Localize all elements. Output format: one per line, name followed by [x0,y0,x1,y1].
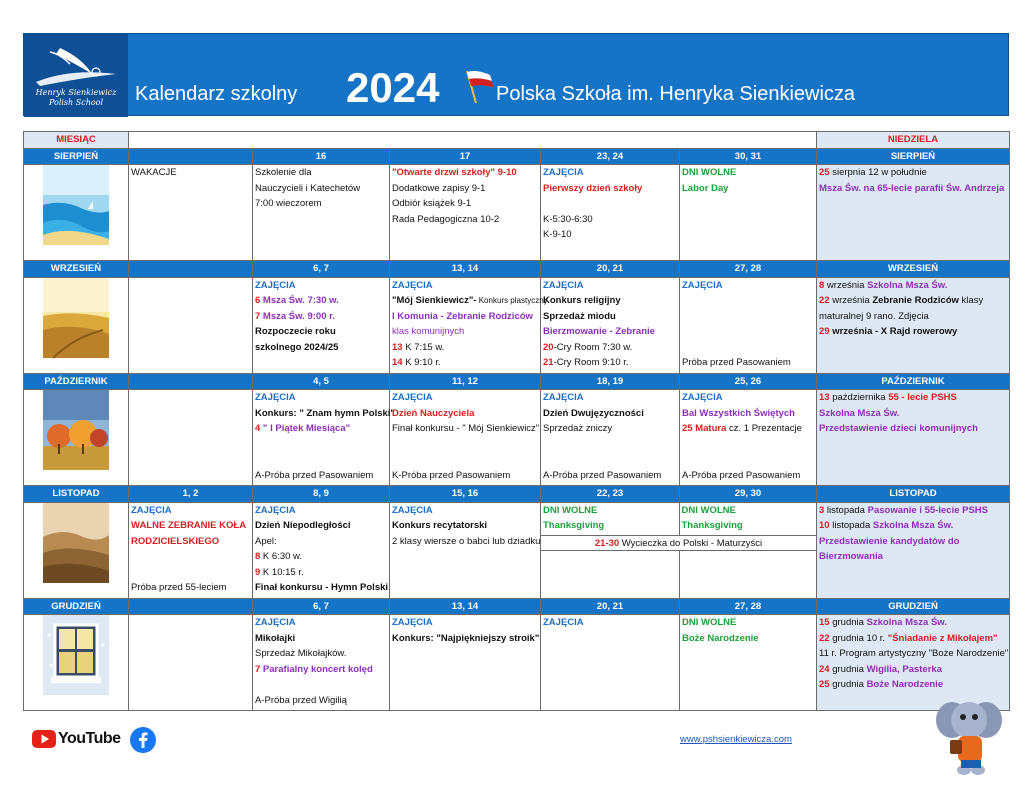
calendar-title: Kalendarz szkolny [135,83,298,105]
sunday-date: 24 [819,663,830,675]
event-text: Konkurs: " Znam hymn Polski" [255,407,395,419]
header-banner [23,33,1009,116]
event-cell [390,165,541,261]
sunday-text: Zebranie Rodziców [872,295,959,306]
date-cell-blank [129,261,253,278]
event-text: Sprzedaż zniczy [543,423,613,434]
month-row-body [24,390,1010,486]
month-row-header [24,598,1010,615]
event-date: 7 [255,310,261,322]
date-cell: 22, 23 [541,486,680,503]
event-cell [680,277,817,373]
event-text: K-5:30-6:30 [543,213,593,225]
event-text: ZAJĘCIA [131,504,172,516]
event-text: DNI WOLNE [682,617,737,628]
event-date: 20 [543,341,554,353]
event-text: K 9:10 r. [402,357,441,368]
event-text: Msza Św. 9:00 r. [260,310,335,322]
month-row-header [24,373,1010,390]
event-cell [541,277,680,373]
thanksgiving-cell [541,502,817,598]
school-logo [24,34,128,117]
date-cell: 6, 7 [253,261,390,278]
youtube-link[interactable]: YouTube [58,730,121,747]
event-text: ZAJĘCIA [682,279,723,291]
event-text: klas komunijnych [392,326,465,337]
month-row-body [24,165,1010,261]
event-date: 6 [255,295,261,306]
month-row-body [24,502,1010,598]
event-text: Konkurs recytatorski [392,520,488,531]
month-illustration [24,390,129,486]
month-row-header [24,148,1010,165]
sunday-column-header: NIEDZIELA [817,132,1010,149]
date-cell: 18, 19 [541,373,680,390]
event-text: ZAJĘCIA [392,392,433,403]
quill-logo-icon [30,42,122,88]
event-cell [680,615,817,711]
date-cell: 29, 30 [680,486,817,503]
month-row-header [24,486,1010,503]
sunday-date: 15 [819,617,830,628]
event-cell [253,165,390,261]
event-text: " I Piątek Miesiąca" [260,423,351,434]
event-text: K 10:15 r. [260,566,304,578]
event-text: cz. 1 [726,423,752,434]
table-header-row [24,132,1010,149]
sunday-date: 3 [819,504,825,516]
sunday-text: listopada [824,504,868,516]
sunday-text: Pasowanie i 55-lecie PSHS [867,504,989,516]
date-cell: 25, 26 [680,373,817,390]
month-label-sunday: LISTOPAD [817,486,1010,503]
event-text: Msza Św. 7:30 w. [260,295,339,306]
month-illustration [24,502,129,598]
event-date: 14 [392,357,403,368]
sunday-date: 25 [819,167,830,178]
sunday-text: Szkolna Msza Św. [819,407,900,419]
trip-text: Wycieczka do Polski - Maturzyści [619,537,763,549]
event-text: Bierzmowanie - Zebranie [543,326,655,337]
date-cell: 27, 28 [680,261,817,278]
event-text: ZAJĘCIA [255,617,296,628]
website-link[interactable]: www.pshsienkiewicza.com [680,734,792,745]
event-text: Bal Wszystkich Świętych [682,407,795,419]
sunday-text: Szkolna Msza Św. [866,617,947,628]
event-text: "Otwarte drzwi szkoły" 9-10 [392,167,517,178]
sunday-text: grudnia [829,617,867,628]
autumn-trees-image-icon [43,390,109,470]
event-text: K-Próba przed Pasowaniem [392,469,511,481]
sunday-date: 29 [819,326,830,337]
sunday-text: września [829,295,873,306]
event-cell [129,502,253,598]
sunday-text: października [829,392,889,403]
event-date: 21 [543,357,554,368]
winter-window-image-icon [43,615,109,695]
event-text: A-Próba przed Pasowaniem [255,469,374,481]
sunday-text: Boże Narodzenie [866,679,944,690]
field-image-icon [43,278,109,358]
event-text: ZAJĘCIA [255,504,296,516]
event-text: ZAJĘCIA [392,504,433,516]
event-date: 9 [255,566,261,578]
event-text: WALNE ZEBRANIE KOŁA [131,520,247,531]
date-cell: 20, 21 [541,261,680,278]
month-row-header [24,261,1010,278]
cell-vacation [129,165,253,261]
event-text: A-Próba przed Pasowaniem [682,469,801,481]
event-text: Dzień Niepodległości [255,520,351,531]
date-cell-blank [129,373,253,390]
month-row-body [24,277,1010,373]
month-illustration [24,277,129,373]
event-text: Labor Day [682,182,729,194]
event-text: 25 Matura [682,423,727,434]
sunday-text: grudnia 10 r. [829,632,888,644]
event-text: Thanksgiving [543,520,605,531]
month-label: PAŹDZIERNIK [24,373,129,390]
month-label-sunday: WRZESIEŃ [817,261,1010,278]
dunes-image-icon [43,503,109,583]
event-text: Finał konkursu - " Mój Sienkiewicz" [392,423,540,434]
event-text: Mikołajki [255,632,296,644]
sunday-text: września [824,279,868,291]
event-cell [390,277,548,373]
event-text: Finał konkursu - Hymn Polski [255,582,389,593]
event-text: ZAJĘCIA [392,617,433,628]
sunday-date: 22 [819,295,830,306]
date-cell: 23, 24 [541,148,680,165]
date-cell: 8, 9 [253,486,390,503]
event-text: Prezentacje [751,423,802,434]
sunday-text: sierpnia 12 w południe [829,167,927,178]
event-text: Konkurs: "Najpiękniejszy stroik" [392,632,540,644]
sunday-date: 13 [819,392,830,403]
event-text: K 7:15 w. [402,341,445,353]
event-text: Próba przed 55-leciem [131,582,227,593]
logo-line1: Henryk Sienkiewicz [35,88,117,97]
trip-dates: 21-30 [594,537,620,549]
event-text: A-Próba przed Pasowaniem [543,469,662,481]
month-label-sunday: SIERPIEŃ [817,148,1010,165]
event-cell [541,165,680,261]
date-cell: 15, 16 [390,486,541,503]
event-cell [390,502,541,598]
sunday-date: 8 [819,279,825,291]
event-cell [680,165,817,261]
date-cell: 30, 31 [680,148,817,165]
header-spacer [129,132,817,149]
event-text: -Cry Room 7:30 w. [553,341,633,353]
event-text: K-9-10 [543,229,572,240]
event-text: Rada Pedagogiczna 10-2 [392,213,500,225]
event-text: Dodatkowe zapisy 9-1 [392,182,486,194]
event-text: Dzień Dwujęzyczności [543,407,644,419]
date-cell: 11, 12 [390,373,541,390]
event-text: RODZICIELSKIEGO [131,535,220,547]
date-cell: 13, 14 [390,598,541,615]
event-text: ZAJĘCIA [543,279,584,291]
event-text: Rozpoczecie roku [255,326,336,337]
month-label: GRUDZIEŃ [24,598,129,615]
spacer [543,196,677,212]
month-label: SIERPIEŃ [24,148,129,165]
event-text: 2 klasy wiersze o babci lub dziadku [392,535,541,547]
event-text: ZAJĘCIA [392,279,433,291]
beach-image-icon [43,165,109,245]
event-date: 8 [255,551,261,562]
sunday-text: "Śniadanie z Mikołajem" [887,632,998,644]
event-text: "Mój Sienkiewicz"- [392,295,477,306]
event-text: ZAJĘCIA [543,392,584,403]
date-cell: 1, 2 [129,486,253,503]
event-cell [253,615,390,711]
event-text: Konkurs religijny [543,295,621,306]
event-date: 13 [392,341,403,353]
event-text: Nauczycieli i Katechetów [255,182,361,194]
vacation-note: WAKACJE [131,167,177,178]
month-illustration [24,615,129,711]
sunday-text: grudnia [829,663,867,675]
sunday-text: Przedstawienie kandydatów do [819,535,960,547]
event-text: ZAJĘCIA [255,392,296,403]
event-text: Boże Narodzenie [682,632,759,644]
sunday-text: 11 r. Program artystyczny "Boże Narodzenie" [819,648,1009,659]
date-cell: 4, 5 [253,373,390,390]
event-cell [253,502,390,598]
event-cell [541,615,680,711]
sunday-text: Bierzmowania [819,551,883,562]
sunday-text: Msza Św. na 65-lecie parafii Św. Andrzeja [819,182,1005,194]
event-text: Szkolenie dla [255,167,312,178]
event-text: 7:00 wieczorem [255,198,322,209]
facebook-icon[interactable] [130,727,156,753]
date-cell: 20, 21 [541,598,680,615]
event-date: 7 [255,663,261,675]
sunday-date: 22 [819,632,830,644]
sunday-cell [817,390,1010,486]
event-text: DNI WOLNE [543,504,598,516]
date-cell-blank [129,148,253,165]
event-cell [541,390,680,486]
sunday-text: Wigilia, Pasterka [866,663,942,675]
date-cell: 17 [390,148,541,165]
date-cell: 16 [253,148,390,165]
sunday-date: 25 [819,679,830,690]
event-text: Próba przed Pasowaniem [682,357,791,368]
sunday-text: września - X Rajd rowerowy [829,326,958,337]
sunday-text: Szkolna Msza Św. [872,520,954,531]
month-illustration [24,165,129,261]
event-text: Parafialny koncert kolęd [260,663,373,675]
date-cell: 13, 14 [390,261,541,278]
event-text: -Cry Room 9:10 r. [553,357,629,368]
event-text: ZAJĘCIA [543,167,584,178]
event-text: ZAJĘCIA [255,279,296,291]
event-date: 4 [255,423,261,434]
event-text: Apel: [255,535,277,547]
sunday-cell [817,277,1010,373]
event-text: DNI WOLNE [682,167,737,178]
sunday-text: Szkolna Msza Św. [867,279,948,291]
month-label-sunday: GRUDZIEŃ [817,598,1010,615]
event-text: Odbiór książek 9-1 [392,198,472,209]
sunday-text: maturalnej 9 rano. Zdjęcia [819,310,929,322]
sunday-text: klasy [958,295,984,306]
school-name: Polska Szkoła im. Henryka Sienkiewicza [496,83,856,105]
youtube-icon[interactable] [32,730,56,748]
date-cell-blank [129,598,253,615]
event-text: ZAJĘCIA [682,392,723,403]
date-cell: 6, 7 [253,598,390,615]
date-cell: 27, 28 [680,598,817,615]
event-text: K 6:30 w. [260,551,303,562]
event-text: Thanksgiving [681,520,743,531]
month-column-header: MIESIĄC [24,132,129,149]
event-text: I Komunia - Zebranie Rodziców [392,310,533,322]
calendar-table [23,131,1010,711]
event-cell [390,390,541,486]
sunday-text: listopada [829,520,873,531]
event-text: Pierwszy dzień szkoły [543,182,643,194]
month-label-sunday: PAŹDZIERNIK [817,373,1010,390]
month-label: LISTOPAD [24,486,129,503]
empty-cell [129,615,253,711]
logo-line2: Polish School [48,98,104,107]
event-text: Sprzedaż Mikołajków. [255,648,347,659]
month-label: WRZESIEŃ [24,261,129,278]
event-cell [253,277,390,373]
sunday-cell [817,165,1010,261]
event-text: A-Próba przed Wigilią [255,694,347,706]
trip-banner [541,535,816,551]
event-cell [680,390,817,486]
empty-cell [129,277,253,373]
sunday-date: 10 [819,520,830,531]
sunday-text: 55 - lecie PSHS [888,392,957,403]
month-row-body [24,615,1010,711]
calendar-year: 2024 [346,64,440,111]
empty-cell [129,390,253,486]
sunday-text: Przedstawienie dzieci komunijnych [819,423,978,434]
event-text: DNI WOLNE [681,504,736,516]
sunday-text: grudnia [829,679,867,690]
polish-flag-icon [463,69,493,105]
event-text: Dzień Nauczyciela [392,407,475,419]
elephant-mascot-icon [924,690,1014,780]
event-cell [253,390,395,486]
event-text: ZAJĘCIA [543,617,584,628]
event-text: Konkurs plastyczny [476,296,548,305]
event-cell [390,615,541,711]
event-text: szkolnego 2024/25 [255,341,339,353]
sunday-cell [817,502,1010,598]
event-text: Sprzedaż miodu [543,310,616,322]
